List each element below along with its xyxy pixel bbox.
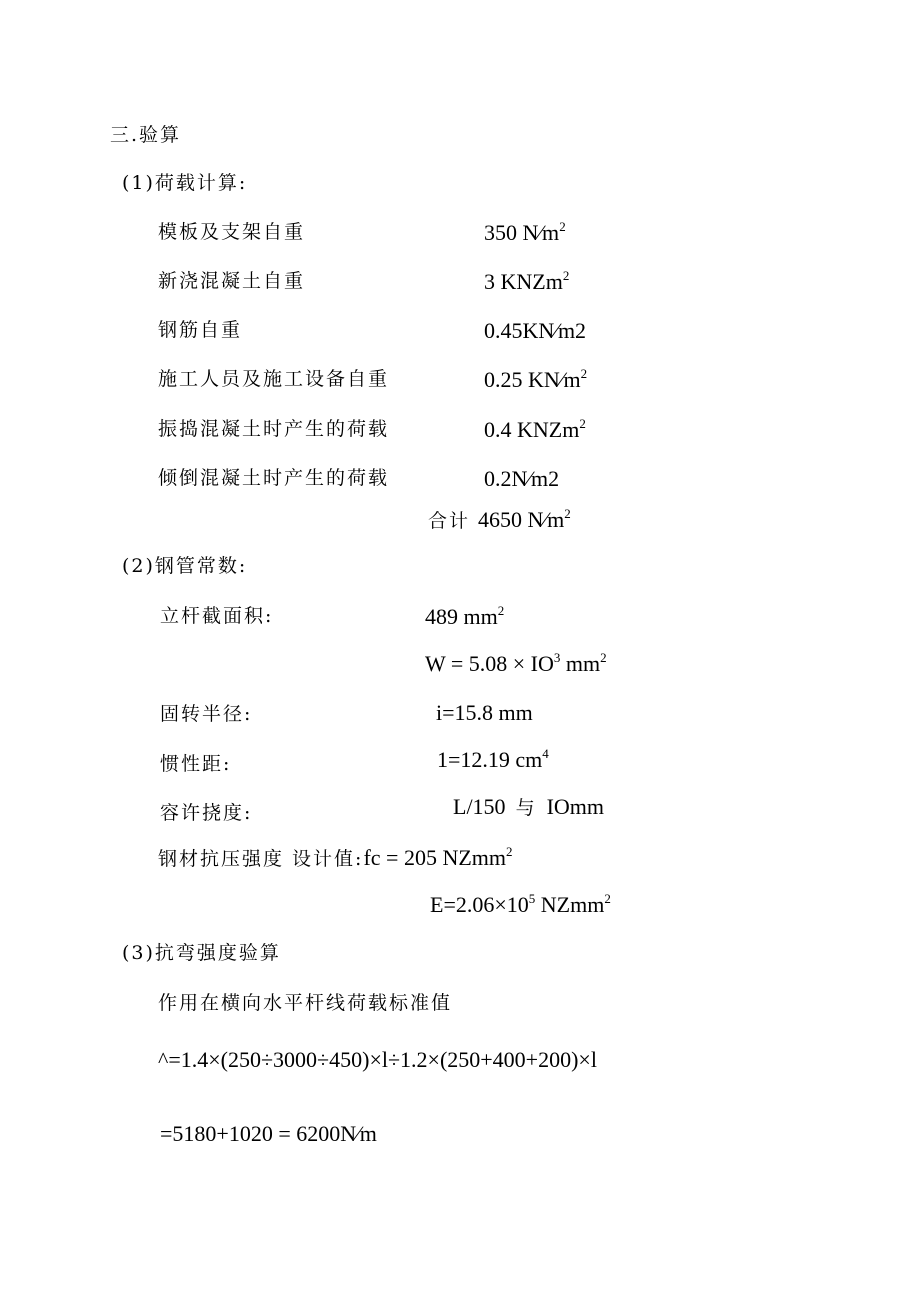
bending-formula-line1: ^=1.4×(250÷3000÷450)×l÷1.2×(250+400+200)×l <box>158 1047 597 1072</box>
area-value-sup: 2 <box>497 603 505 618</box>
load-item-value-text: 0.2N∕m2 <box>484 466 560 491</box>
load-item-value-sup: 2 <box>559 219 566 234</box>
load-item-value <box>484 219 566 245</box>
load-total-value <box>478 507 571 532</box>
area-label: 立杆截面积: <box>160 605 274 627</box>
deflection-label: 容许挠度: <box>160 802 253 824</box>
deflection-value-mid: 与 <box>515 797 537 819</box>
modulus-text-a: E=2.06×10 <box>430 892 529 917</box>
modulus-sup-b: 2 <box>604 891 611 906</box>
inertia-value <box>437 746 549 772</box>
load-item-label: 新浇混凝土自重 <box>158 270 306 292</box>
section-modulus-value <box>425 650 607 676</box>
strength-value <box>363 845 512 870</box>
pipe-section-title <box>122 557 247 576</box>
area-value <box>425 603 505 629</box>
deflection-value-a: L/150 <box>453 794 506 819</box>
load-section-title <box>122 174 247 193</box>
bending-description: 作用在横向水平杆线荷载标准值 <box>158 992 453 1014</box>
load-item-value-sup: 2 <box>562 268 570 283</box>
deflection-value-b: IOmm <box>546 794 605 819</box>
load-item-value <box>484 320 586 342</box>
load-item-value-sup: 2 <box>580 366 588 381</box>
section-modulus-text-b: mm <box>560 651 601 676</box>
modulus-sup-a: 5 <box>528 891 536 906</box>
load-section-title-text: (1)荷载计算: <box>122 172 248 194</box>
load-item-value-sup: 2 <box>579 416 586 431</box>
pipe-section-title-text: (2)钢管常数: <box>122 555 248 577</box>
bending-section-title-text: (3)抗弯强度验算 <box>122 942 281 964</box>
strength-value-sup: 2 <box>506 844 513 859</box>
strength-label: 钢材抗压强度 设计值: <box>158 848 364 870</box>
load-item-value <box>484 366 588 392</box>
load-total-label: 合计 <box>428 510 471 532</box>
radius-value: i=15.8 mm <box>436 700 533 725</box>
load-item-value-text: 0.25 KN∕m <box>484 367 581 392</box>
section-modulus-sup-b: 2 <box>600 650 607 665</box>
section-modulus-sup-a: 3 <box>553 650 561 665</box>
load-item-label: 振捣混凝土时产生的荷载 <box>158 418 390 440</box>
bending-section-title <box>122 944 281 963</box>
load-total-value-text: 4650 N∕m <box>478 507 565 532</box>
load-item-value-text: 3 KNZm <box>484 269 563 294</box>
load-item-value-text: 0.4 KNZm <box>484 417 580 442</box>
load-item-value-text: 350 N∕m <box>484 220 560 245</box>
load-item-value-text: 0.45KN∕m2 <box>484 318 587 343</box>
strength-value-text: fc = 205 NZmm <box>363 845 507 870</box>
inertia-label: 惯性距: <box>160 753 232 775</box>
load-total <box>428 506 571 532</box>
inertia-value-sup: 4 <box>542 746 549 761</box>
strength-row <box>158 844 513 870</box>
load-item-value <box>484 468 559 490</box>
load-item-value <box>484 268 570 294</box>
load-item-label: 模板及支架自重 <box>158 221 306 243</box>
radius-label: 固转半径: <box>160 703 253 725</box>
load-item-label: 施工人员及施工设备自重 <box>158 368 390 390</box>
load-item-label: 倾倒混凝土时产生的荷载 <box>158 467 390 489</box>
inertia-value-text: 1=12.19 cm <box>437 747 543 772</box>
modulus-value <box>430 891 611 917</box>
load-item-label: 钢筋自重 <box>158 319 243 341</box>
load-total-sup: 2 <box>564 506 571 521</box>
modulus-text-b: NZmm <box>535 892 605 917</box>
area-value-text: 489 mm <box>425 604 498 629</box>
section-heading: 三.验算 <box>110 124 182 146</box>
bending-formula-line2: =5180+1020 = 6200N∕m <box>160 1121 377 1146</box>
section-modulus-text-a: W = 5.08 × IO <box>425 651 554 676</box>
load-item-value <box>484 416 586 442</box>
deflection-value <box>453 796 604 818</box>
